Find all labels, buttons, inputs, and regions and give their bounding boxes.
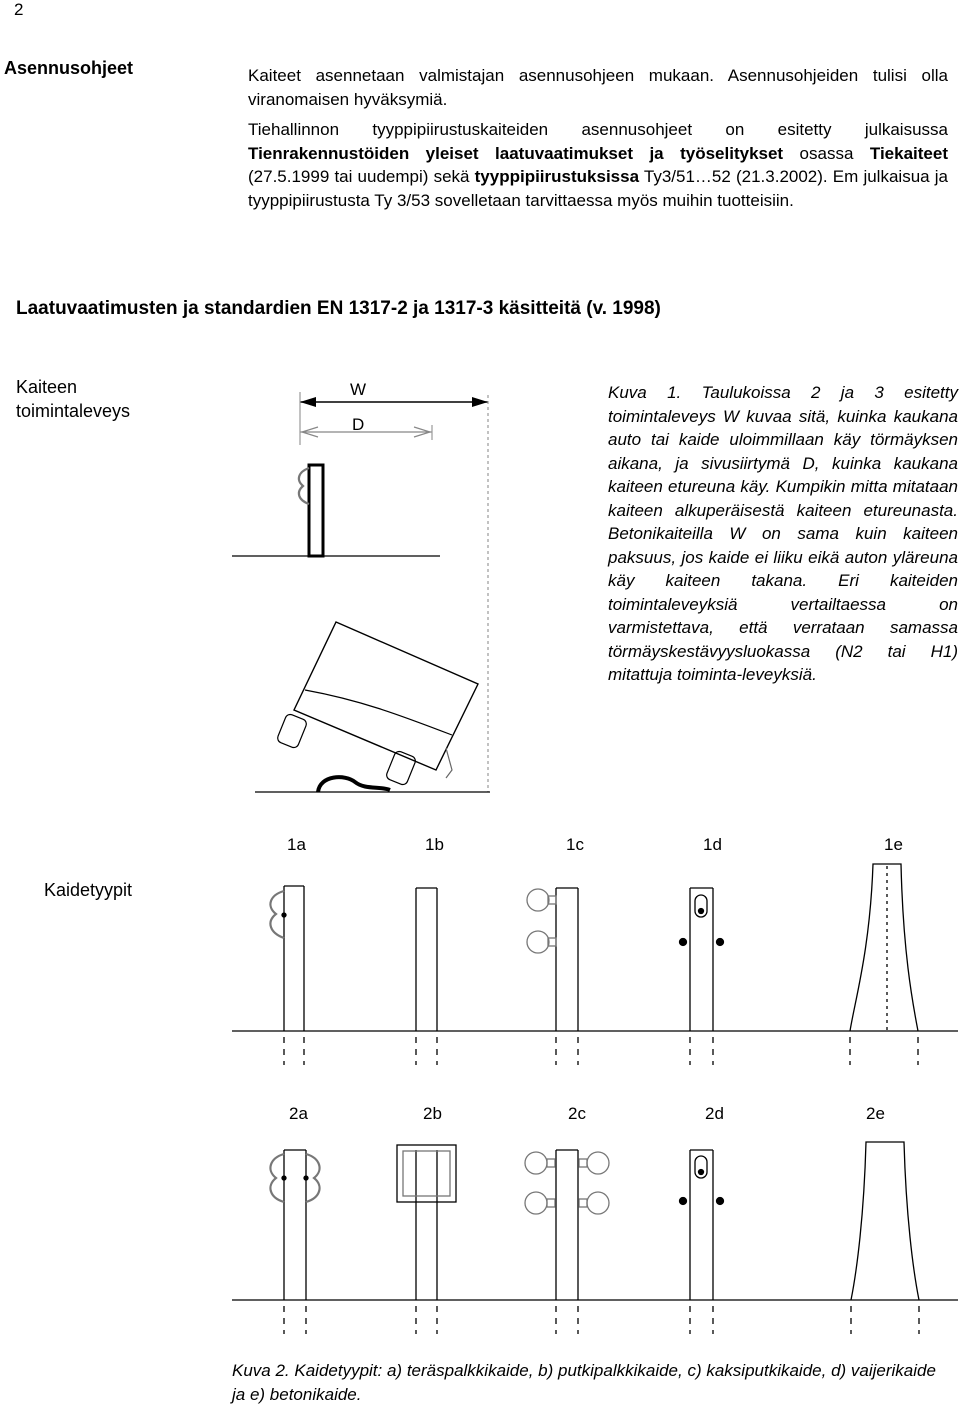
dim-d-label: D xyxy=(352,415,365,434)
type-label-2b: 2b xyxy=(423,1104,442,1123)
type-label-2d: 2d xyxy=(705,1104,724,1123)
width-label: Kaiteen toimintaleveys xyxy=(16,377,131,421)
install-para-2: Tiehallinnon tyyppipiirustuskaiteiden asennusohjeet on esitetty julkaisussa Tienrakennustöiden yleiset laatuvaatimukset ja työselitykset osassa Tiekaiteet (27.5.1999 tai uudempi) sekä tyyppipiirustuksissa Ty3/51…52 (21.3.2002). Em julkaisua ja tyyppipiirustusta Ty 3/53 sovelletaan tarvittaessa myös muihin tuotteisiin. xyxy=(248,120,948,210)
types-label: Kaidetyypit xyxy=(44,880,133,900)
type-label-2a: 2a xyxy=(289,1104,308,1123)
page-number: 2 xyxy=(14,0,24,19)
install-para-1: Kaiteet asennetaan valmistajan asennusohjeen mukaan. Asennusohjeiden tulisi olla viranomaisen hyväksymiä. xyxy=(248,66,948,109)
type-label-2c: 2c xyxy=(568,1104,586,1123)
section-title: Laatuvaatimusten ja standardien EN 1317-2 ja 1317-3 käsitteitä (v. 1998) xyxy=(16,298,661,319)
type-label-1b: 1b xyxy=(425,835,444,854)
dim-w-label: W xyxy=(350,380,367,399)
type-label-1a: 1a xyxy=(287,835,306,854)
type-label-2e: 2e xyxy=(866,1104,885,1123)
figure-1-caption: Kuva 1. Taulukoissa 2 ja 3 esitetty toimintaleveys W kuvaa sitä, kuinka kaukana auto tai kaide uloimmillaan käy törmäyksen aikana, ja sivusiirtymä D, kuinka kaukana kaiteen etureuna käy. Kumpikin mitta mitataan kaiteen alkuperäisestä kaiteen etureunasta. Betonikaiteilla W on sama kuin kaiteen paksuus, jos kaide ei liiku eikä auton yläreuna käy kaiteen takana. Eri kaiteiden toimintaleveyksiä vertailtaessa on varmistettava, että verrataan samassa törmäyskestävyysluokassa (N2 tai H1) mitattuja toiminta-leveyksiä. xyxy=(608,383,958,684)
figure-2-caption: Kuva 2. Kaidetyypit: a) teräspalkkikaide, b) putkipalkkikaide, c) kaksiputkikaide, d) vaijerikaide ja e) betonikaide. xyxy=(232,1361,936,1404)
type-label-1c: 1c xyxy=(566,835,584,854)
type-label-1e: 1e xyxy=(884,835,903,854)
type-label-1d: 1d xyxy=(703,835,722,854)
install-heading: Asennusohjeet xyxy=(4,58,134,78)
